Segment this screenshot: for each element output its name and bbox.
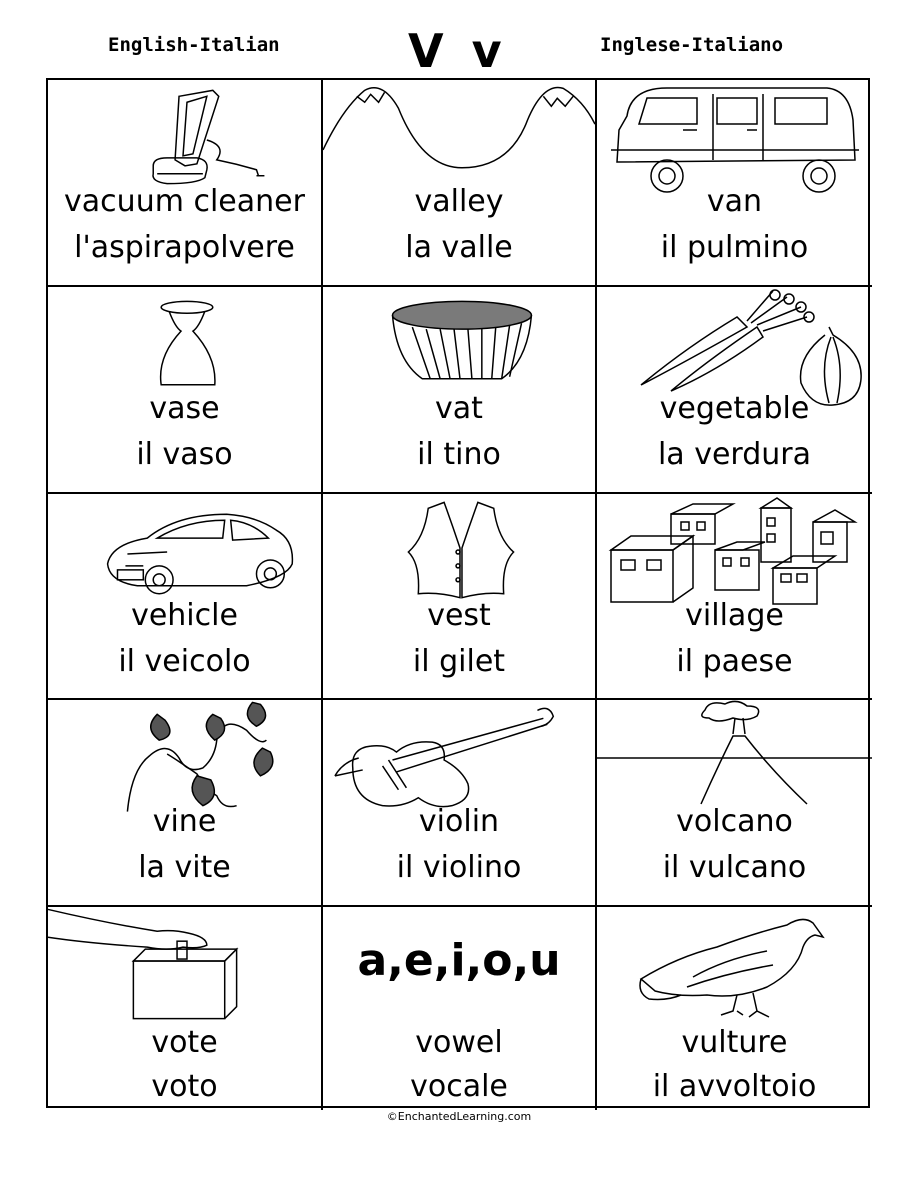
italian-word: il avvoltoio [652,1069,817,1104]
cell-violin [323,700,597,907]
english-word: violin [418,804,500,839]
violin-icon [323,700,595,818]
italian-word: la valle [405,230,513,265]
cell-vat [323,287,597,494]
cell-vine [48,700,323,907]
page-title: V v [408,24,508,78]
italian-word: l'aspirapolvere [74,230,295,265]
vest-icon [323,494,595,612]
cell-volcano [597,700,872,907]
english-word: vine [152,804,217,839]
italian-word: il vulcano [662,850,807,885]
cell-vulture [597,907,872,1110]
cell-vowel [323,907,597,1110]
cell-vehicle [48,494,323,700]
vacuum-cleaner-icon [48,80,321,198]
italian-word: il veicolo [118,644,251,679]
english-word: vulture [681,1025,788,1060]
village-icon [597,494,872,612]
english-word: van [706,184,763,219]
italian-word: il paese [676,644,793,679]
vote-icon [48,907,321,1025]
van-icon [597,80,872,198]
vase-icon [48,287,321,405]
header-english-italian: English-Italian [108,34,280,56]
english-word: vest [427,598,491,633]
english-word: vote [151,1025,218,1060]
italian-word: la verdura [657,437,812,472]
vat-icon [323,287,595,405]
cell-vote [48,907,323,1110]
italian-word: il vaso [136,437,233,472]
cell-vest [323,494,597,700]
italian-word: il tino [417,437,501,472]
vowel-letters: a,e,i,o,u [357,935,561,986]
english-word: vacuum cleaner [64,184,305,219]
cell-vase [48,287,323,494]
cell-valley [323,80,597,287]
english-word: valley [414,184,504,219]
italian-word: vocale [410,1069,508,1104]
italian-word: il gilet [412,644,506,679]
valley-icon [323,80,595,198]
vine-icon [48,700,321,818]
cell-vegetable [597,287,872,494]
vehicle-icon [48,494,321,612]
volcano-icon [597,700,872,818]
cell-van [597,80,872,287]
english-word: volcano [676,804,793,839]
cell-vacuum-cleaner [48,80,323,287]
english-word: village [685,598,784,633]
english-word: vowel [415,1025,503,1060]
copyright-footer: ©EnchantedLearning.com [386,1110,532,1123]
header-inglese-italiano: Inglese-Italiano [600,34,784,56]
vulture-icon [597,907,872,1025]
italian-word: la vite [138,850,231,885]
english-word: vase [149,391,220,426]
vegetable-icon [597,287,872,405]
italian-word: il pulmino [660,230,809,265]
english-word: vegetable [659,391,810,426]
cell-village [597,494,872,700]
italian-word: voto [151,1069,218,1104]
word-grid [46,78,870,1108]
english-word: vehicle [131,598,238,633]
english-word: vat [435,391,483,426]
italian-word: il violino [396,850,522,885]
